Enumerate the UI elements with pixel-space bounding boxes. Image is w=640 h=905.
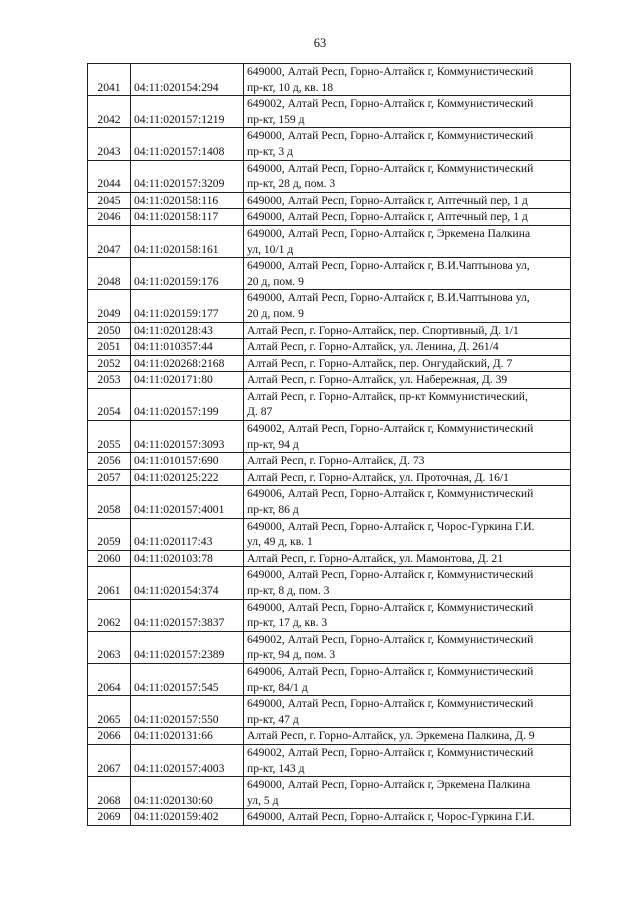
address-cell: [244, 64, 571, 96]
cadastral-number-cell: 04:11:020157:199: [131, 388, 244, 420]
row-number-cell: 2056: [88, 453, 131, 470]
address-cell: [244, 372, 571, 389]
table-row: [88, 339, 571, 356]
row-number-cell: 2052: [88, 355, 131, 372]
table-row: [88, 258, 571, 290]
row-number-cell: 2065: [88, 696, 131, 728]
address-line: 649000, Алтай Респ, Горно-Алтайск г, В.И.Чаптынова ул,: [247, 291, 530, 305]
address-line: 649000, Алтай Респ, Горно-Алтайск г, Эркемена Палкина: [247, 778, 531, 792]
address-cell: [244, 128, 571, 160]
page-number: 63: [313, 36, 327, 50]
address-line: 649006, Алтай Респ, Горно-Алтайск г, Коммунистический: [247, 664, 534, 678]
row-number-cell: 2041: [88, 64, 131, 96]
address-line: пр-кт, 84/1 д: [247, 680, 308, 694]
row-number-cell: 2043: [88, 128, 131, 160]
cadastral-number-cell: 04:11:020157:4003: [131, 744, 244, 776]
address-line: 649000, Алтай Респ, Горно-Алтайск г, Коммунистический: [247, 129, 534, 143]
address-line: ул, 5 д: [247, 793, 279, 807]
row-number-cell: 2054: [88, 388, 131, 420]
address-line: 649002, Алтай Респ, Горно-Алтайск г, Коммунистический: [247, 745, 534, 759]
table-row: [88, 453, 571, 470]
address-cell: [244, 599, 571, 631]
cadastral-number-cell: 04:11:020157:3209: [131, 160, 244, 192]
cadastral-number-cell: 04:11:020158:117: [131, 209, 244, 226]
address-line: 649002, Алтай Респ, Горно-Алтайск г, Коммунистический: [247, 632, 534, 646]
table-row: [88, 355, 571, 372]
cadastral-number-cell: 04:11:010357:44: [131, 339, 244, 356]
address-cell: [244, 290, 571, 322]
address-cell: [244, 518, 571, 550]
address-cell: [244, 550, 571, 567]
table-row: [88, 96, 571, 128]
row-number-cell: 2061: [88, 567, 131, 599]
address-line: пр-кт, 28 д, пом. 3: [247, 177, 336, 191]
cadastral-number-cell: 04:11:020158:116: [131, 192, 244, 209]
cadastral-number-cell: 04:11:020159:176: [131, 258, 244, 290]
row-number-cell: 2044: [88, 160, 131, 192]
registry-table: [87, 63, 571, 826]
cadastral-number-cell: 04:11:020157:3093: [131, 421, 244, 453]
table-row: [88, 421, 571, 453]
cadastral-number-cell: 04:11:020154:294: [131, 64, 244, 96]
row-number-cell: 2055: [88, 421, 131, 453]
address-cell: [244, 777, 571, 809]
row-number-cell: 2051: [88, 339, 131, 356]
cadastral-number-cell: 04:11:020125:222: [131, 469, 244, 486]
cadastral-number-cell: 04:11:020171:80: [131, 372, 244, 389]
address-line: пр-кт, 47 д: [247, 712, 299, 726]
cadastral-number-cell: 04:11:020130:60: [131, 777, 244, 809]
address-line: Алтай Респ, г. Горно-Алтайск, ул. Набережная, Д. 39: [247, 373, 508, 387]
address-line: 20 д, пом. 9: [247, 306, 304, 320]
address-line: 649002, Алтай Респ, Горно-Алтайск г, Коммунистический: [247, 422, 534, 436]
table-row: [88, 290, 571, 322]
row-number-cell: 2042: [88, 96, 131, 128]
table-row: [88, 728, 571, 745]
address-line: пр-кт, 143 д: [247, 761, 305, 775]
table-row: [88, 550, 571, 567]
row-number-cell: 2047: [88, 225, 131, 257]
row-number-cell: 2067: [88, 744, 131, 776]
table-row: [88, 225, 571, 257]
address-cell: [244, 225, 571, 257]
cadastral-number-cell: 04:11:020103:78: [131, 550, 244, 567]
row-number-cell: 2059: [88, 518, 131, 550]
address-line: Д. 87: [247, 405, 273, 419]
cadastral-number-cell: 04:11:020117:43: [131, 518, 244, 550]
cadastral-number-cell: 04:11:020159:402: [131, 809, 244, 826]
address-line: 649000, Алтай Респ, Горно-Алтайск г, Коммунистический: [247, 697, 534, 711]
address-line: пр-кт, 94 д, пом. 3: [247, 648, 336, 662]
address-line: 649000, Алтай Респ, Горно-Алтайск г, Коммунистический: [247, 161, 534, 175]
address-line: Алтай Респ, г. Горно-Алтайск, ул. Ленина, Д. 261/4: [247, 340, 499, 354]
table-row: [88, 599, 571, 631]
address-line: пр-кт, 86 д: [247, 503, 299, 517]
address-line: пр-кт, 8 д, пом. 3: [247, 584, 330, 597]
address-cell: [244, 663, 571, 695]
table-row: [88, 322, 571, 339]
row-number-cell: 2062: [88, 599, 131, 631]
table-row: [88, 663, 571, 695]
table-row: [88, 567, 571, 599]
cadastral-number-cell: 04:11:020268:2168: [131, 355, 244, 372]
address-line: 649000, Алтай Респ, Горно-Алтайск г, Коммунистический: [247, 65, 534, 78]
cadastral-number-cell: 04:11:020157:1408: [131, 128, 244, 160]
row-number-cell: 2066: [88, 728, 131, 745]
cadastral-number-cell: 04:11:020157:3837: [131, 599, 244, 631]
address-cell: [244, 728, 571, 745]
table-row: [88, 777, 571, 809]
address-line: 649002, Алтай Респ, Горно-Алтайск г, Коммунистический: [247, 97, 534, 111]
address-line: 649000, Алтай Респ, Горно-Алтайск г, Аптечный пер, 1 д: [247, 193, 528, 207]
table-row: [88, 372, 571, 389]
table-row: [88, 160, 571, 192]
address-cell: [244, 809, 571, 826]
row-number-cell: 2046: [88, 209, 131, 226]
address-cell: [244, 322, 571, 339]
cadastral-number-cell: 04:11:010157:690: [131, 453, 244, 470]
address-line: 20 д, пом. 9: [247, 274, 304, 288]
row-number-cell: 2058: [88, 486, 131, 518]
address-cell: [244, 567, 571, 599]
address-cell: [244, 631, 571, 663]
address-cell: [244, 469, 571, 486]
cadastral-number-cell: 04:11:020157:550: [131, 696, 244, 728]
table-row: [88, 209, 571, 226]
address-cell: [244, 209, 571, 226]
address-line: Алтай Респ, г. Горно-Алтайск, пр-кт Коммунистический,: [247, 389, 528, 403]
address-line: Алтай Респ, г. Горно-Алтайск, ул. Мамонтова, Д. 21: [247, 551, 504, 565]
address-line: Алтай Респ, г. Горно-Алтайск, пер. Онгудайский, Д. 7: [247, 356, 513, 370]
row-number-cell: 2049: [88, 290, 131, 322]
table-row: [88, 486, 571, 518]
table-row: [88, 128, 571, 160]
registry-table-body: [88, 64, 571, 826]
cadastral-number-cell: 04:11:020157:545: [131, 663, 244, 695]
table-row: [88, 518, 571, 550]
address-line: Алтай Респ, г. Горно-Алтайск, ул. Эркемена Палкина, Д. 9: [247, 729, 535, 743]
row-number-cell: 2069: [88, 809, 131, 826]
address-line: Алтай Респ, г. Горно-Алтайск, пер. Спортивный, Д. 1/1: [247, 323, 519, 337]
row-number-cell: 2050: [88, 322, 131, 339]
address-cell: [244, 388, 571, 420]
cadastral-number-cell: 04:11:020157:4001: [131, 486, 244, 518]
table-row: [88, 192, 571, 209]
address-line: 649000, Алтай Респ, Горно-Алтайск г, Чорос-Гуркина Г.И.: [247, 519, 535, 533]
cadastral-number-cell: 04:11:020157:1219: [131, 96, 244, 128]
address-line: 649000, Алтай Респ, Горно-Алтайск г, Коммунистический: [247, 600, 534, 614]
address-line: пр-кт, 17 д, кв. 3: [247, 616, 328, 630]
table-row: [88, 64, 571, 96]
cadastral-number-cell: 04:11:020128:43: [131, 322, 244, 339]
table-row: [88, 469, 571, 486]
table-row: [88, 696, 571, 728]
address-cell: [244, 453, 571, 470]
address-cell: [244, 421, 571, 453]
address-line: 649000, Алтай Респ, Горно-Алтайск г, Аптечный пер, 1 д: [247, 210, 528, 224]
address-line: Алтай Респ, г. Горно-Алтайск, Д. 73: [247, 454, 425, 468]
cadastral-number-cell: 04:11:020154:374: [131, 567, 244, 599]
address-line: 649006, Алтай Респ, Горно-Алтайск г, Коммунистический: [247, 487, 534, 501]
row-number-cell: 2060: [88, 550, 131, 567]
address-cell: [244, 160, 571, 192]
cadastral-number-cell: 04:11:020131:66: [131, 728, 244, 745]
table-row: [88, 744, 571, 776]
cadastral-number-cell: 04:11:020159:177: [131, 290, 244, 322]
table-row: [88, 809, 571, 826]
address-line: 649000, Алтай Респ, Горно-Алтайск г, Эркемена Палкина: [247, 226, 531, 240]
row-number-cell: 2045: [88, 192, 131, 209]
address-line: 649000, Алтай Респ, Горно-Алтайск г, В.И.Чаптынова ул,: [247, 259, 530, 273]
address-cell: [244, 192, 571, 209]
row-number-cell: 2053: [88, 372, 131, 389]
address-line: пр-кт, 3 д: [247, 144, 293, 158]
address-cell: [244, 355, 571, 372]
address-line: ул, 49 д, кв. 1: [247, 535, 313, 549]
address-line: 649000, Алтай Респ, Горно-Алтайск г, Коммунистический: [247, 568, 534, 582]
row-number-cell: 2068: [88, 777, 131, 809]
table-row: [88, 388, 571, 420]
address-cell: [244, 486, 571, 518]
row-number-cell: 2064: [88, 663, 131, 695]
row-number-cell: 2063: [88, 631, 131, 663]
address-line: 649000, Алтай Респ, Горно-Алтайск г, Чорос-Гуркина Г.И.: [247, 810, 535, 824]
address-cell: [244, 744, 571, 776]
address-line: ул, 10/1 д: [247, 242, 294, 256]
address-cell: [244, 258, 571, 290]
row-number-cell: 2057: [88, 469, 131, 486]
table-row: [88, 631, 571, 663]
cadastral-number-cell: 04:11:020158:161: [131, 225, 244, 257]
address-line: пр-кт, 10 д, кв. 18: [247, 80, 334, 94]
address-cell: [244, 96, 571, 128]
row-number-cell: 2048: [88, 258, 131, 290]
address-line: Алтай Респ, г. Горно-Алтайск, ул. Проточная, Д. 16/1: [247, 470, 509, 484]
address-line: пр-кт, 94 д: [247, 437, 299, 451]
cadastral-number-cell: 04:11:020157:2389: [131, 631, 244, 663]
address-line: пр-кт, 159 д: [247, 112, 305, 126]
address-cell: [244, 696, 571, 728]
address-cell: [244, 339, 571, 356]
